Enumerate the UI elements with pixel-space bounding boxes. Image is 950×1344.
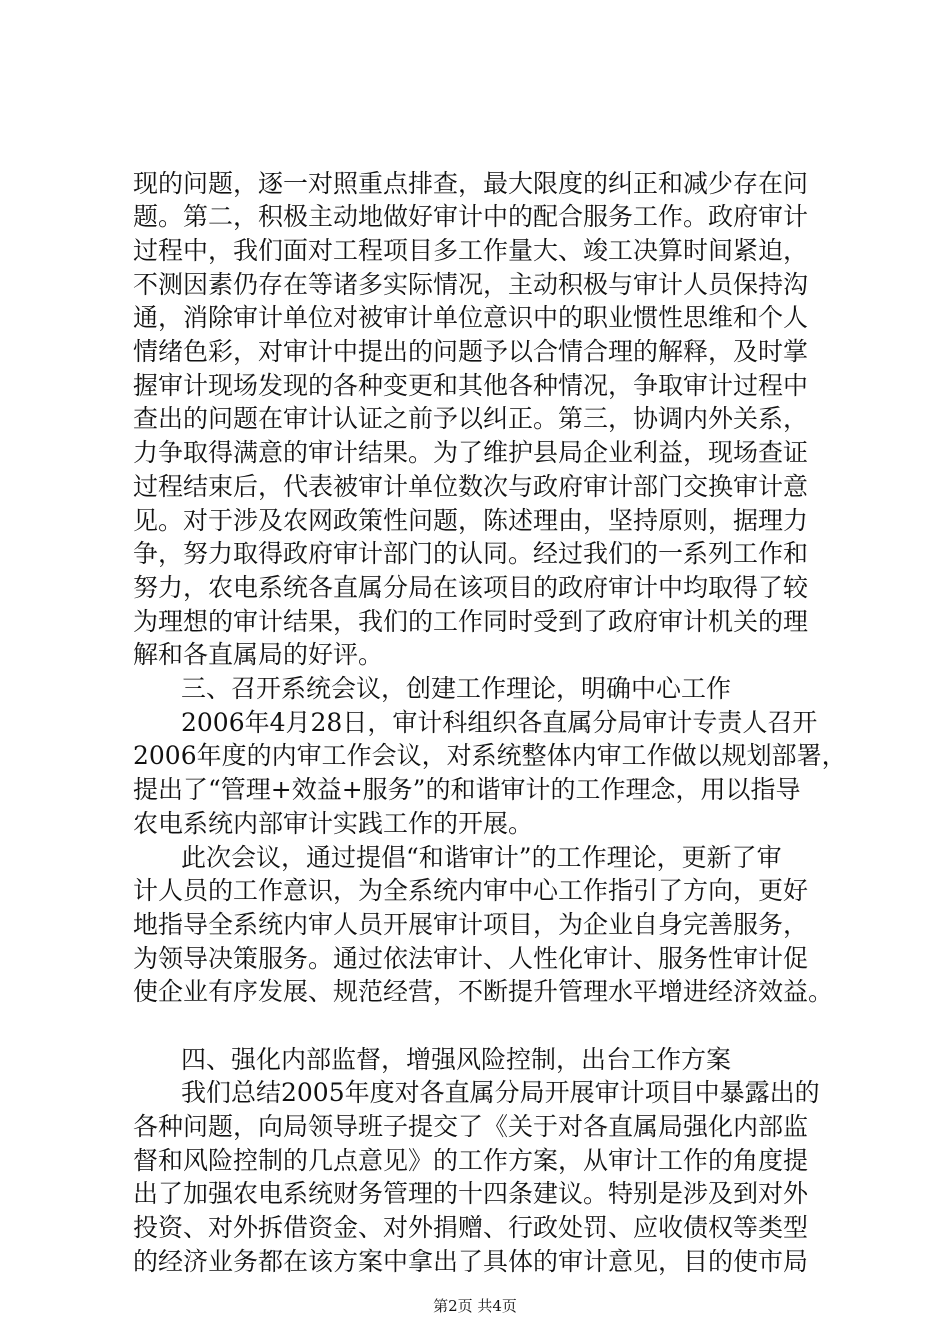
text-line: 我们总结2005年度对各直属分局开展审计项目中暴露出的 (181, 1078, 820, 1107)
text-line: 情绪色彩，对审计中提出的问题予以合情合理的解释，及时掌 (133, 337, 809, 366)
text-line: 查出的问题在审计认证之前予以纠正。第三，协调内外关系， (133, 404, 809, 433)
text-line: 提出了“管理+效益+服务”的和谐审计的工作理念，用以指导 (133, 775, 801, 804)
text-line: 现的问题，逐一对照重点排查，最大限度的纠正和减少存在问 (133, 169, 809, 198)
text-line: 投资、对外拆借资金、对外捐赠、行政处罚、应收债权等类型 (133, 1213, 809, 1242)
text-line: 2006年度的内审工作会议，对系统整体内审工作做以规划部署， (133, 741, 847, 770)
text-line: 过程中，我们面对工程项目多工作量大、竣工决算时间紧迫， (133, 236, 809, 265)
text-line: 为领导决策服务。通过依法审计、人性化审计、服务性审计促 (133, 944, 809, 973)
text-line: 力争取得满意的审计结果。为了维护县局企业利益，现场查证 (133, 438, 809, 467)
text-line: 通，消除审计单位对被审计单位意识中的职业惯性思维和个人 (133, 303, 809, 332)
text-line: 农电系统内部审计实践工作的开展。 (133, 809, 534, 838)
text-line: 为理想的审计结果，我们的工作同时受到了政府审计机关的理 (133, 607, 809, 636)
text-line: 使企业有序发展、规范经营，不断提升管理水平增进经济效益。 (133, 977, 834, 1006)
text-line: 出了加强农电系统财务管理的十四条建议。特别是涉及到对外 (133, 1179, 809, 1208)
text-line: 题。第二，积极主动地做好审计中的配合服务工作。政府审计 (133, 202, 809, 231)
text-line: 督和风险控制的几点意见》的工作方案，从审计工作的角度提 (133, 1146, 809, 1175)
text-line: 解和各直属局的好评。 (133, 640, 384, 669)
text-line: 争，努力取得政府审计部门的认同。经过我们的一系列工作和 (133, 539, 809, 568)
text-line: 地指导全系统内审人员开展审计项目，为企业自身完善服务， (133, 910, 809, 939)
text-line: 此次会议，通过提倡“和谐审计”的工作理论，更新了审 (181, 843, 782, 872)
text-line: 见。对于涉及农网政策性问题，陈述理由，坚持原则，据理力 (133, 506, 809, 535)
section-heading: 四、强化内部监督，增强风险控制，出台工作方案 (181, 1045, 732, 1074)
text-line: 的经济业务都在该方案中拿出了具体的审计意见，目的使市局 (133, 1247, 809, 1276)
text-line: 计人员的工作意识，为全系统内审中心工作指引了方向，更好 (133, 876, 809, 905)
text-line: 各种问题，向局领导班子提交了《关于对各直属局强化内部监 (133, 1112, 809, 1141)
text-line: 握审计现场发现的各种变更和其他各种情况，争取审计过程中 (133, 371, 809, 400)
text-line: 不测因素仍存在等诸多实际情况，主动积极与审计人员保持沟 (133, 270, 809, 299)
text-line: 努力，农电系统各直属分局在该项目的政府审计中均取得了较 (133, 573, 809, 602)
text-line: 2006年4月28日，审计科组织各直属分局审计专责人召开 (181, 708, 818, 737)
section-heading: 三、召开系统会议，创建工作理论，明确中心工作 (181, 674, 732, 703)
page-number-footer: 第2页 共4页 (433, 1297, 517, 1315)
text-line: 过程结束后，代表被审计单位数次与政府审计部门交换审计意 (133, 472, 809, 501)
